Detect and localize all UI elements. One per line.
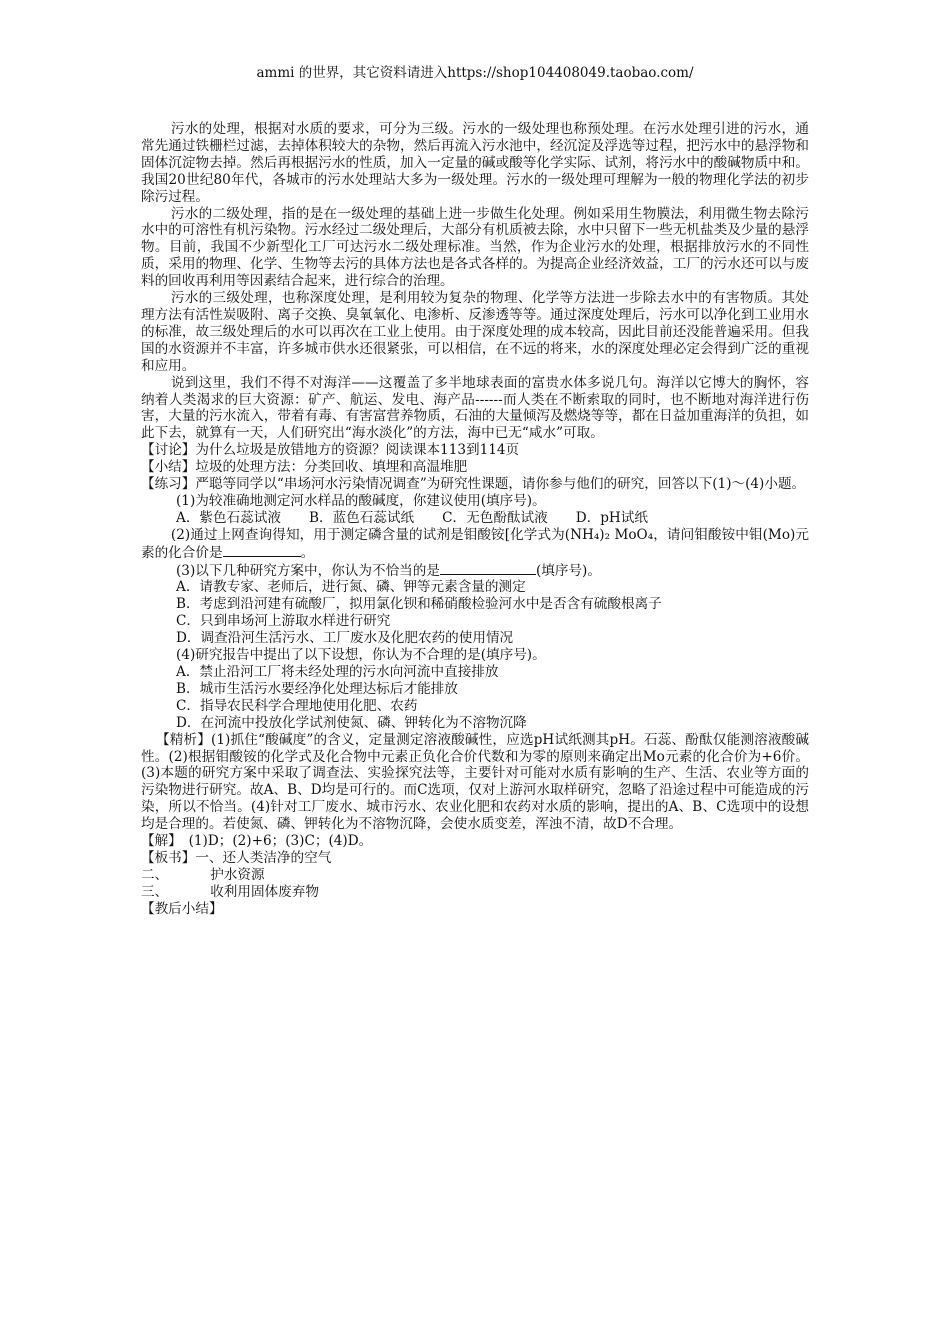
question-4: (4)研究报告中提出了以下设想，你认为不合理的是(填序号)。 (176, 647, 546, 664)
board-line-3 (141, 884, 809, 901)
question-2-text: (2)通过上网查询得知，用于测定磷含量的试剂是钼酸铵[化学式为(NH₄)₂ MoO₄，请问钼酸铵中钼(Mo)元素的化合价是 (141, 526, 809, 561)
answer-blank (223, 544, 301, 557)
q1-option-a: A．紫色石蕊试液 (176, 509, 281, 526)
reflection-heading: 【教后小结】 (141, 900, 223, 917)
paragraph-primary-treatment: 污水的处理，根据对水质的要求，可分为三级。污水的一级处理也称预处理。在污水处理引进的污水，通常先通过铁栅栏过滤，去掉体积较大的杂物，然后再流入污水池中，经沉淀及浮选等过程，把污水中的悬浮物和固体沉淀物去掉。然后再根据污水的性质，加入一定量的碱或酸等化学实际、试剂，将污水中的酸碱物质中和。我国20世纪80年代，各城市的污水处理站大多为一级处理。污水的一级处理可理解为一般的物理化学法的初步除污过程。 (141, 121, 809, 205)
question-3-suffix: (填序号)。 (535, 562, 601, 579)
question-3-text: (3)以下几种研究方案中，你认为不恰当的是 (176, 562, 440, 579)
q3-option-a: A．请教专家、老师后，进行氮、磷、钾等元素含量的测定 (176, 579, 526, 596)
answer-blank (440, 562, 536, 575)
document-body (141, 121, 809, 918)
page-header: ammi 的世界，其它资料请进入https://shop104408049.taobao.com/ (256, 65, 694, 81)
q4-option-a: A．禁止沿河工厂将未经处理的污水向河流中直接排放 (176, 664, 499, 680)
board-line-2-number: 二、 (141, 866, 169, 883)
paragraph-ocean: 说到这里，我们不得不对海洋——这覆盖了多半地球表面的富贵水体多说几句。海洋以它博大的胸怀，容纳着人类渴求的巨大资源：矿产、航运、发电、海产品------而人类在不断索取的同时，也不断地对海洋进行伤害，大量的污水流入，带着有毒、有害富营养物质，石油的大量倾泻及燃烧等等，都在日益加重海洋的负担，如此下去，就算有一天，人们研究出“海水淡化”的方法，海中已无“咸水”可取。 (141, 374, 809, 442)
board-line-2-text: 护水资源 (210, 866, 265, 883)
q4-option-c: C．指导农民科学合理地使用化肥、农药 (176, 697, 418, 714)
question-1-options (141, 510, 809, 527)
q3-option-d: D．调查沿河生活污水、工厂废水及化肥农药的使用情况 (176, 630, 514, 647)
summary-line: 【小结】垃圾的处理方法：分类回收、填埋和高温堆肥 (141, 459, 468, 476)
discussion-line: 【讨论】为什么垃圾是放错地方的资源？阅读课本113到114页 (141, 442, 520, 459)
board-line-1: 【板书】一、还人类洁净的空气 (141, 849, 332, 866)
q4-option-b: B．城市生活污水要经净化处理达标后才能排放 (176, 680, 458, 697)
paragraph-tertiary-treatment: 污水的三级处理，也称深度处理，是利用较为复杂的物理、化学等方法进一步除去水中的有害物质。其处理方法有活性炭吸附、离子交换、臭氧氧化、电渗析、反渗透等等。通过深度处理后，污水可以净化到工业用水的标准，故三级处理后的水可以再次在工业上使用。由于深度处理的成本较高，因此目前还没能普遍采用。但我国的水资源并不丰富，许多城市供水还很紧张，可以相信，在不远的将来，水的深度处理必定会得到广泛的重视和应用。 (141, 290, 809, 374)
exercise-intro: 【练习】严聪等同学以“串场河水污染情况调查”为研究性课题，请你参与他们的研究，回答以下(1)～(4)小题。 (141, 476, 806, 493)
q1-option-b: B．蓝色石蕊试纸 (308, 509, 415, 526)
question-2-end: 。 (300, 544, 315, 561)
question-2 (141, 527, 809, 562)
q1-option-c: C．无色酚酞试液 (442, 509, 548, 526)
q4-option-d: D．在河流中投放化学试剂使氮、磷、钾转化为不溶物沉降 (176, 714, 527, 731)
question-3 (141, 562, 809, 580)
analysis-paragraph: 【精析】(1)抓住“酸碱度”的含义，定量测定溶液酸碱性，应选pH试纸测其pH。石蕊、酚酞仅能测溶液酸碱性。(2)根据钼酸铵的化学式及化合物中元素正负化合价代数和为零的原则来确定出Mo元素的化合价为+6价。(3)本题的研究方案中采取了调查法、实验探究法等，主要针对可能对水质有影响的生产、生活、农业等方面的污染物进行研究。故A、B、D均是可行的。而C选项，仅对上游河水取样研究，忽略了沿途过程中可能造成的污染，所以不恰当。(4)针对工厂废水、城市污水、农业化肥和农药对水质的影响，提出的A、B、C选项中的设想均是合理的。若使氮、磷、钾转化为不溶物沉降，会使水质变差，浑浊不清，故D不合理。 (141, 731, 809, 833)
question-1: (1)为较准确地测定河水样品的酸碱度，你建议使用(填序号)。 (176, 492, 546, 509)
q3-option-b: B．考虑到沿河建有硫酸厂，拟用氯化钡和稀硝酸检验河水中是否含有硫酸根离子 (176, 596, 662, 613)
q3-option-c: C．只到串场河上游取水样进行研究 (176, 613, 391, 630)
board-line-2 (141, 867, 809, 884)
board-line-3-text: 收利用固体废弃物 (210, 883, 319, 900)
q1-option-d: D．pH试纸 (575, 509, 648, 526)
board-line-3-number: 三、 (141, 883, 169, 900)
answer-line: 【解】 (1)D；(2)+6；(3)C；(4)D。 (141, 833, 373, 850)
paragraph-secondary-treatment: 污水的二级处理，指的是在一级处理的基础上进一步做生化处理。例如采用生物膜法，利用微生物去除污水中的可溶性有机污染物。污水经过二级处理后，大部分有机质被去除，水中只留下一些无机盐类及少量的悬浮物。目前，我国不少新型化工厂可达污水二级处理标准。当然，作为企业污水的处理，根据排放污水的不同性质，采用的物理、化学、生物等去污的具体方法也是各式各样的。为提高企业经济效益，工厂的污水还可以与废料的回收再利用等因素结合起来，进行综合的治理。 (141, 205, 809, 290)
